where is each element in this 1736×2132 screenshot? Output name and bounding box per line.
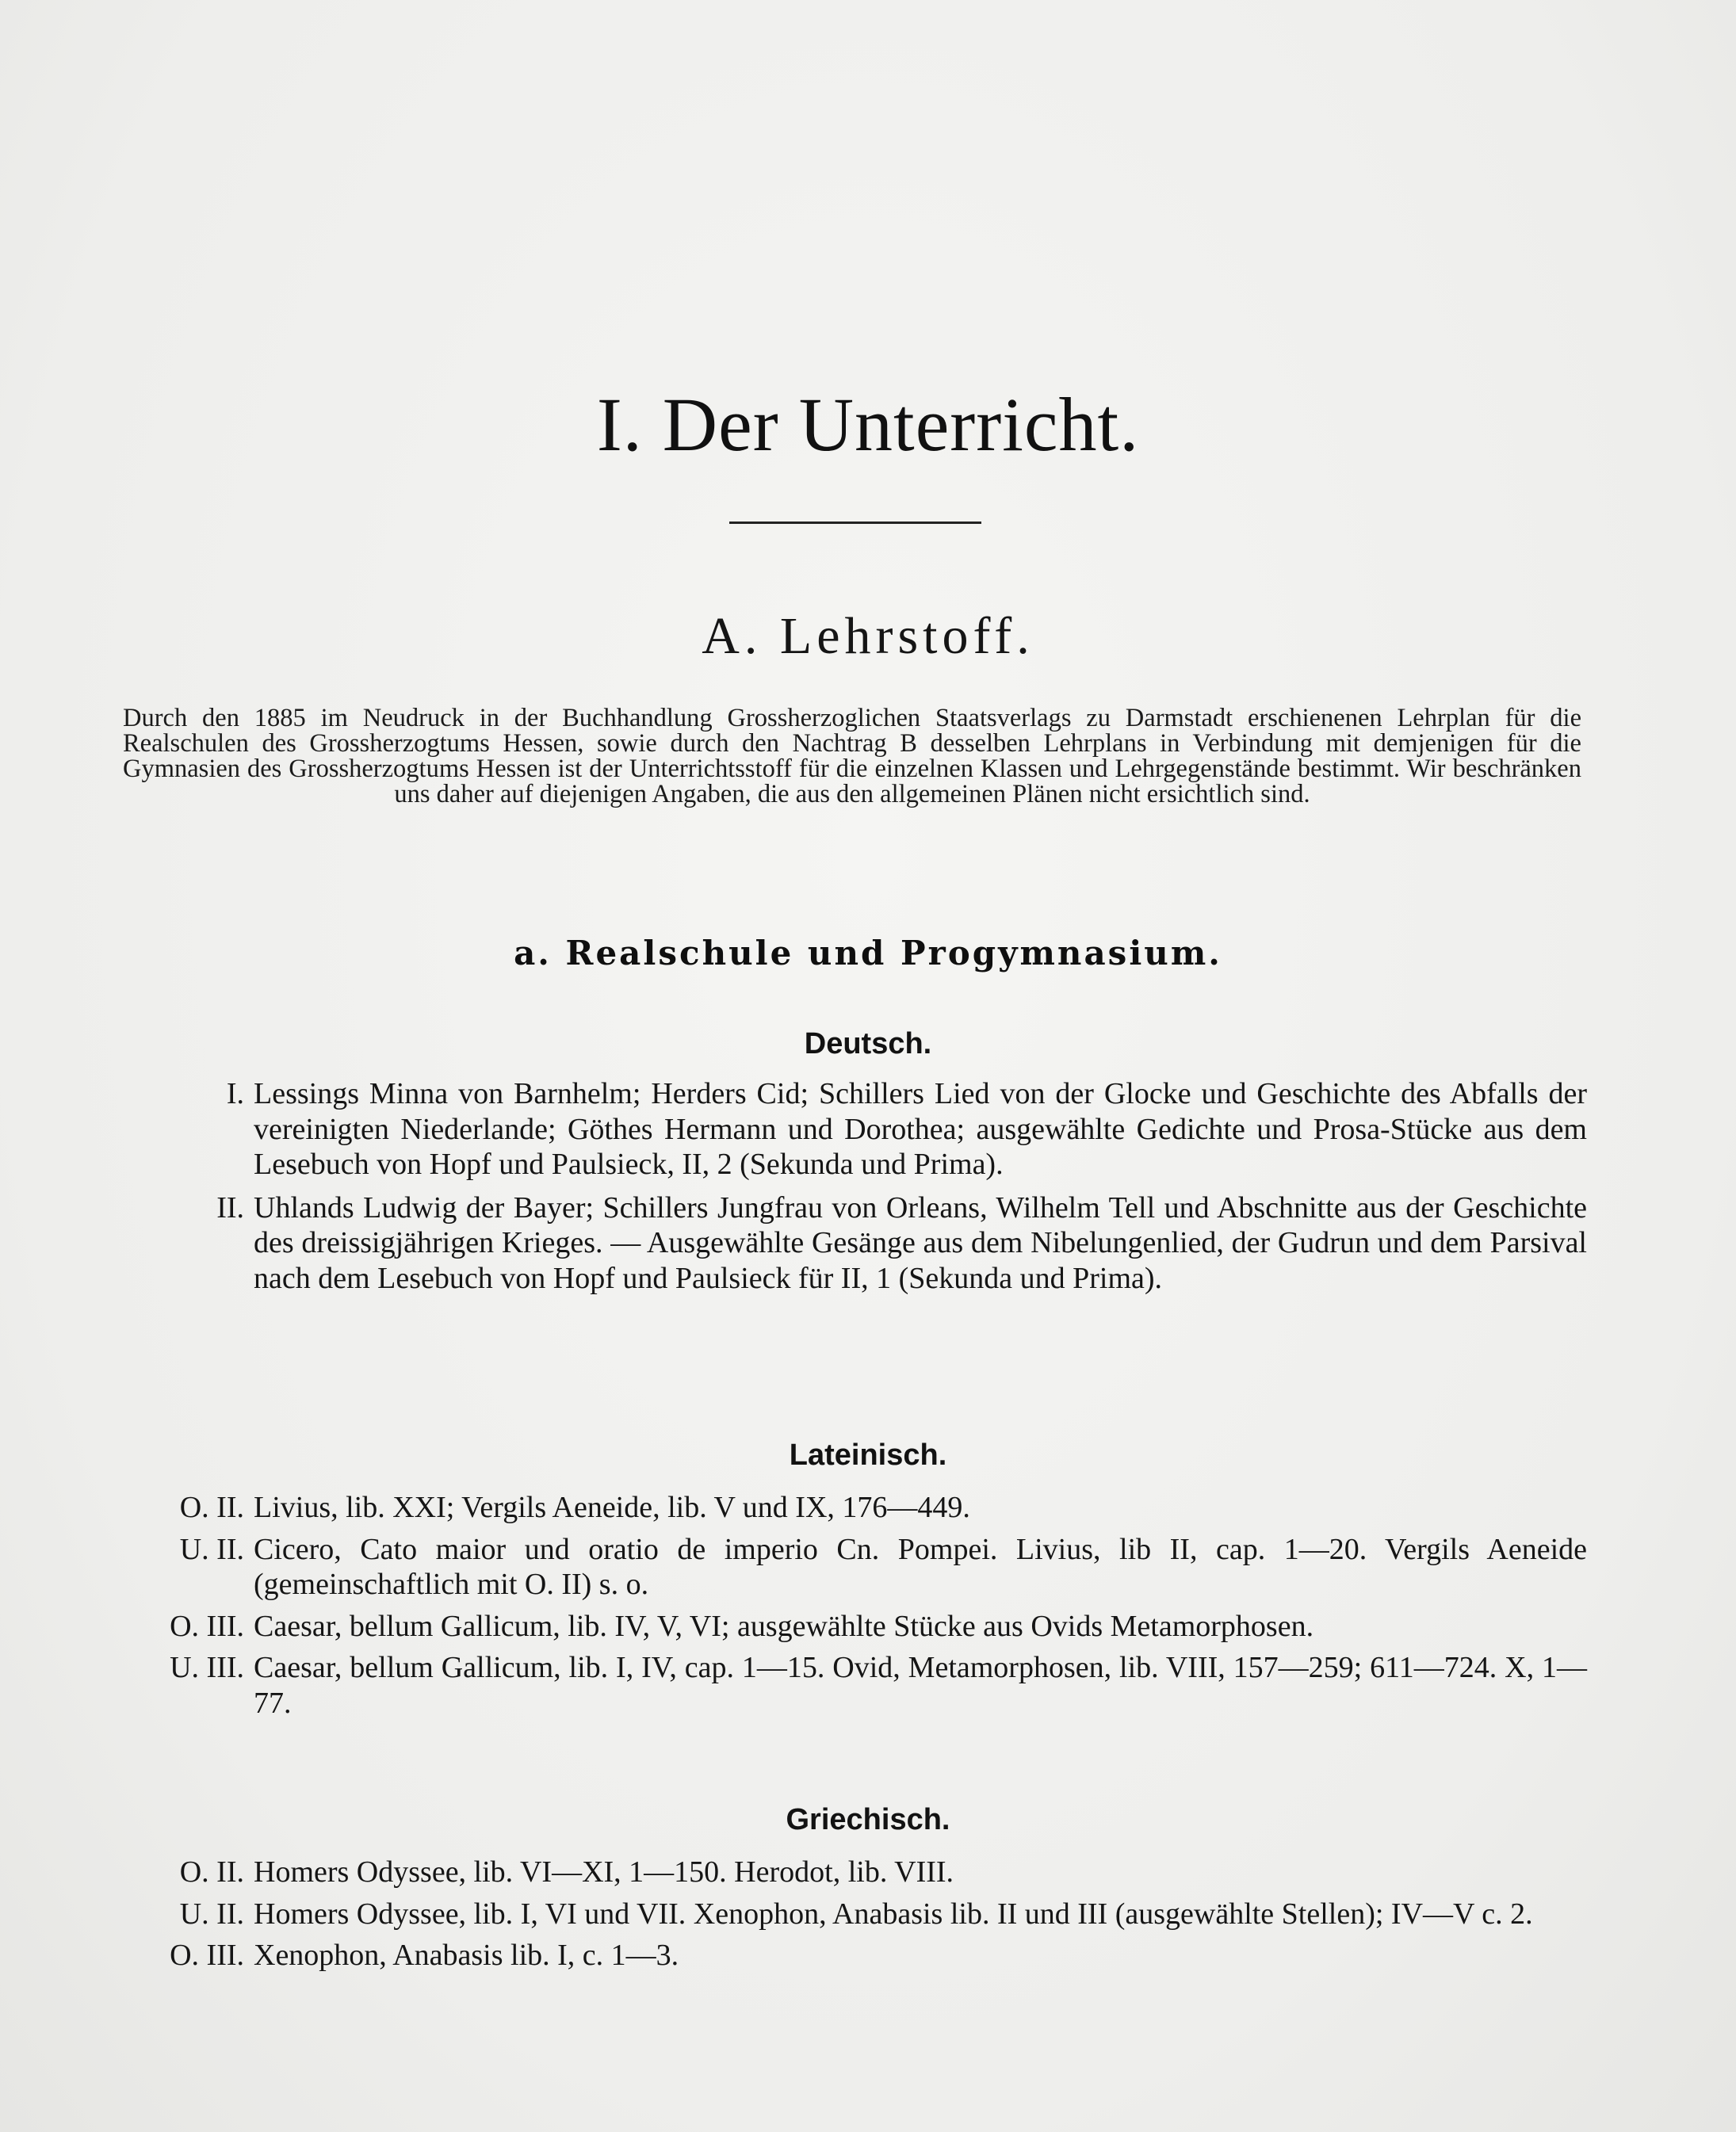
entry-text: Lessings Minna von Barnhelm; Herders Cid; Schillers Lied von der Glocke und Geschichte des Abfalls der vereinigten Niederlande; Göthes Hermann und Dorothea; ausgewählte Gedichte und Prosa-Stücke aus dem Lesebuch von Hopf und Paulsieck, II, 2 (Sekunda und Prima). [254,1077,1587,1181]
list-item [127,1855,1587,1890]
list-item [127,1076,1587,1183]
subject-heading-deutsch: Deutsch. [804,1027,932,1060]
class-label: O. II. [179,1491,244,1524]
section-heading: A. Lehrstoff. [702,607,1034,665]
class-label: U. II. [179,1532,244,1566]
entry-text: Uhlands Ludwig der Bayer; Schillers Jungfrau von Orleans, Wilhelm Tell und Abschnitte aus der Geschichte des dreissigjährigen Krieges. — Ausgewählte Gesänge aus dem Nibelungenlied, der Gudrun und dem Parsival nach dem Lesebuch von Hopf und Paulsieck für II, 1 (Sekunda und Prima). [254,1190,1587,1295]
class-label: U. III. [170,1651,244,1684]
list-item [127,1938,1587,1973]
list-item [127,1897,1587,1932]
list-item [127,1650,1587,1721]
entry-text: Livius, lib. XXI; Vergils Aeneide, lib. V und IX, 176—449. [254,1491,970,1524]
subsection-heading: a. Realschule und Progymnasium. [514,934,1222,972]
class-label: U. II. [179,1897,244,1931]
class-label: O. III. [170,1609,244,1643]
title-divider [729,522,981,524]
entry-text: Caesar, bellum Gallicum, lib. I, IV, cap. 1—15. Ovid, Metamorphosen, lib. VIII, 157—259; 611—724. X, 1—77. [254,1651,1587,1720]
entry-text: Xenophon, Anabasis lib. I, c. 1—3. [254,1939,679,1972]
list-item [127,1190,1587,1297]
entry-text: Homers Odyssee, lib. I, VI und VII. Xenophon, Anabasis lib. II und III (ausgewählte Stellen); IV—V c. 2. [254,1897,1533,1931]
subject-heading-lateinisch: Lateinisch. [789,1439,947,1472]
list-item [127,1609,1587,1645]
class-label: O. III. [170,1939,244,1972]
lateinisch-list [127,1490,1587,1721]
entry-text: Caesar, bellum Gallicum, lib. IV, V, VI; ausgewählte Stücke aus Ovids Metamorphosen. [254,1609,1314,1643]
subject-heading-griechisch: Griechisch. [786,1803,950,1836]
intro-paragraph: Durch den 1885 im Neudruck in der Buchhandlung Grossherzoglichen Staatsverlags zu Darmstadt erschienenen Lehrplan für die Realschulen des Grossherzogtums Hessen, sowie durch den Nachtrag B desselben Lehrplans in Verbindung mit demjenigen für die Gymnasien des Grossherzogtums Hessen ist der Unterrichtsstoff für die einzelnen Klassen und Lehrgegenstände bestimmt. Wir beschränken uns daher auf diejenigen Angaben, die aus den allgemeinen Plänen nicht ersichtlich sind. [123,704,1581,808]
list-item [127,1490,1587,1526]
entry-text: Homers Odyssee, lib. VI—XI, 1—150. Herodot, lib. VIII. [254,1855,954,1889]
deutsch-list [127,1076,1587,1296]
entry-text: Cicero, Cato maior und oratio de imperio Cn. Pompei. Livius, lib II, cap. 1—20. Vergils Aeneide (gemeinschaftlich mit O. II) s. o. [254,1532,1587,1601]
chapter-title: I. Der Unterricht. [596,382,1140,467]
class-label: I. [226,1077,244,1110]
list-item [127,1532,1587,1603]
griechisch-list [127,1855,1587,1973]
class-label: II. [216,1190,244,1225]
class-label: O. II. [179,1855,244,1889]
